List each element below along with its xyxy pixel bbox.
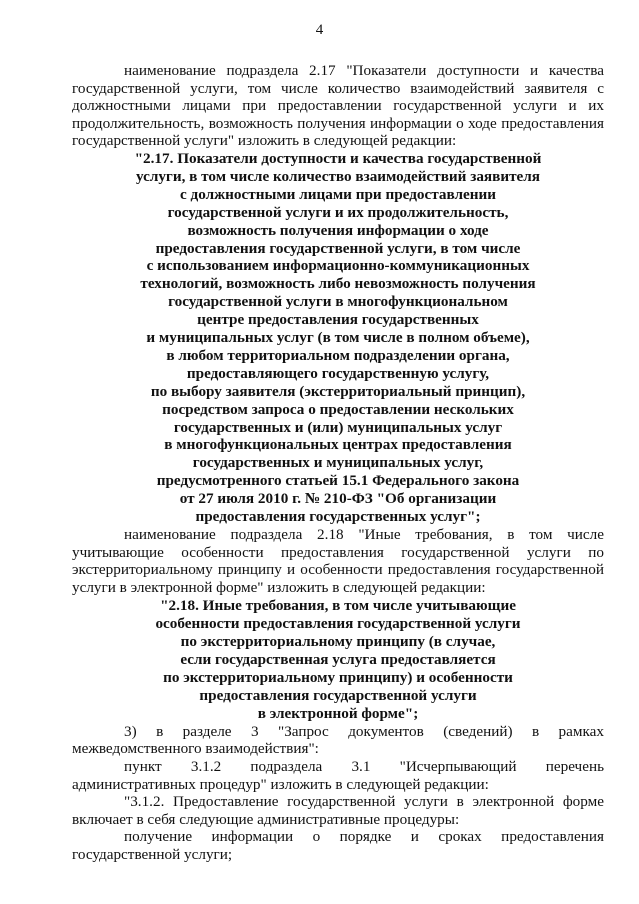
heading-line: предоставления государственной услуги, в том числе [155,239,521,257]
heading-line: посредством запроса о предоставлении нескольких [162,400,514,418]
heading-line: и муниципальных услуг (в том числе в полном объеме), [146,329,530,347]
heading-line: государственных и муниципальных услуг, [192,454,484,472]
heading-line: предусмотренного статьей 15.1 Федерального закона [156,472,520,490]
heading-2-18 [72,597,604,722]
heading-line: предоставляющего государственную услугу, [186,364,490,382]
heading-line: "2.17. Показатели доступности и качества государственной [134,149,542,167]
heading-line: если государственная услуга предоставляется [180,651,496,669]
heading-line: по выбору заявителя (экстерриториальный принцип), [150,382,526,400]
paragraph-section-3: 3) в разделе 3 "Запрос документов (сведений) в рамках межведомственного взаимодействия": [72,722,604,758]
paragraph-info-procedure: получение информации о порядке и сроках предоставления государственной услуги; [72,828,604,863]
heading-line: услуги, в том числе количество взаимодействий заявителя [135,167,541,185]
heading-2-17 [72,150,604,526]
heading-line: от 27 июля 2010 г. № 210-ФЗ "Об организации [179,490,497,508]
heading-line: с использованием информационно-коммуникационных [146,257,530,275]
heading-line: возможность получения информации о ходе [187,221,489,239]
heading-line: центре предоставления государственных [197,311,479,329]
paragraph-3-1-2-text: "3.1.2. Предоставление государственной услуги в электронной форме включает в себя следующие административные процедуры: [72,793,604,828]
heading-line: "2.18. Иные требования, в том числе учитывающие [160,597,516,615]
heading-line: предоставления государственной услуги [199,686,477,704]
heading-line: с должностными лицами при предоставлении [180,185,496,203]
heading-line: предоставления государственных услуг"; [195,508,481,526]
heading-line: в любом территориальном подразделении органа, [166,346,510,364]
paragraph-subsection-2-17-intro: наименование подраздела 2.17 "Показатели доступности и качества государственной услуги, том числе количество взаимодействий заявителя с должностными лицами при предоставлении государственной услуги и их продолжительность, возможность получения информации о ходе предоставления государственной услуги" изложить в следующей редакции: [72,62,604,150]
heading-line: по экстерриториальному принципу) и особенности [163,669,513,686]
heading-line: в электронной форме"; [257,704,419,722]
heading-line: по экстерриториальному принципу (в случае, [180,633,496,651]
heading-line: государственных и (или) муниципальных услуг [173,418,503,436]
heading-line: особенности предоставления государственной услуги [155,615,521,633]
page-number: 4 [315,22,324,38]
heading-line: государственной услуги в многофункциональном [168,293,508,311]
paragraph-subsection-2-18-intro: наименование подраздела 2.18 "Иные требования, в том числе учитывающие особенности предоставления государственной услуги по экстерриториальному принципу и особенности предоставления государственной услуги в электронной форме" изложить в следующей редакции: [72,526,604,596]
heading-line: технологий, возможность либо невозможность получения [140,275,536,293]
heading-line: в многофункциональных центрах предоставления [164,436,512,454]
document-body [72,62,604,863]
heading-line: государственной услуги и их продолжительность, [167,203,509,221]
paragraph-item-3-1-2: пункт 3.1.2 подраздела 3.1 "Исчерпывающий перечень административных процедур" изложить в следующей редакции: [72,757,604,793]
